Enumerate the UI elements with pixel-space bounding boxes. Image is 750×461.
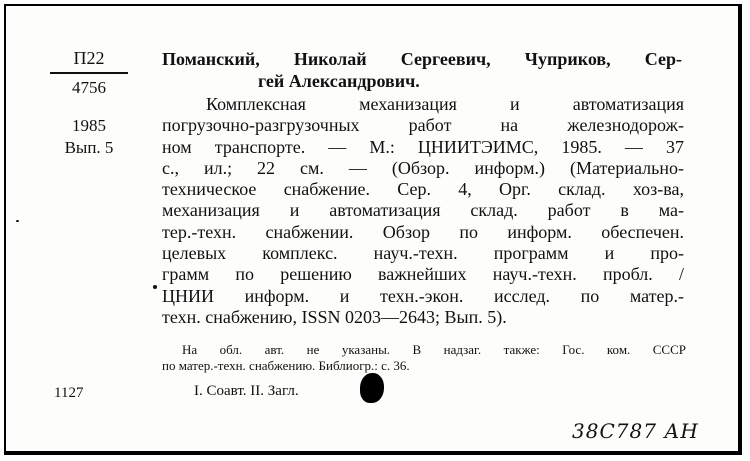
ink-blot — [360, 373, 384, 403]
ink-speck — [153, 285, 157, 289]
description-line: погрузочно-разгрузочных работ на железнодорож- — [162, 115, 684, 136]
description-line: механизация и автоматизация склад. работ в ма- — [162, 200, 684, 221]
note-line: по матер.-техн. снабжению. Библиогр.: с. 36. — [162, 358, 410, 373]
author-line: гей Александрович. — [258, 71, 420, 91]
description-line: Комплексная механизация и автоматизация — [206, 94, 684, 114]
description-line: целевых комплекс. науч.-техн. программ и про- — [162, 243, 684, 264]
description-line: техническое снабжение. Сер. 4, Орг. склад. хоз-ва, — [162, 179, 684, 200]
call-number: П22 — [73, 48, 105, 68]
bibliographic-description — [162, 94, 684, 328]
description-line: ном транспорте. — М.: ЦНИИТЭИМС, 1985. — 37 — [162, 136, 684, 157]
issue-number: Вып. 5 — [64, 138, 114, 157]
description-line: ЦНИИ информ. и техн.-экон. исслед. по матер.- — [162, 285, 684, 306]
publication-year: 1985 — [72, 116, 106, 135]
accession-number: 4756 — [72, 78, 106, 97]
author-heading — [162, 48, 682, 92]
tracing: I. Соавт. II. Загл. — [194, 383, 299, 399]
description-line: с., ил.; 22 см. — (Обзор. информ.) (Материально- — [162, 157, 684, 178]
author-line: Поманский, Николай Сергеевич, Чуприков, Сер- — [162, 49, 682, 69]
note-line: На обл. авт. не указаны. В надзаг. также: Гос. ком. СССР — [182, 342, 686, 357]
description-line: техн. снабжению, ISSN 0203—2643; Вып. 5). — [162, 306, 507, 327]
handwritten-note: 38С787 АН — [572, 419, 699, 443]
call-number-rule — [50, 72, 128, 74]
card-number: 1127 — [54, 385, 84, 401]
ink-speck — [16, 220, 19, 222]
description-line: грамм по решению важнейших науч.-техн. пробл. / — [162, 264, 684, 285]
description-line: тер.-техн. снабжении. Обзор по информ. обеспечен. — [162, 221, 684, 242]
catalog-card — [4, 4, 742, 455]
notes — [162, 342, 686, 374]
